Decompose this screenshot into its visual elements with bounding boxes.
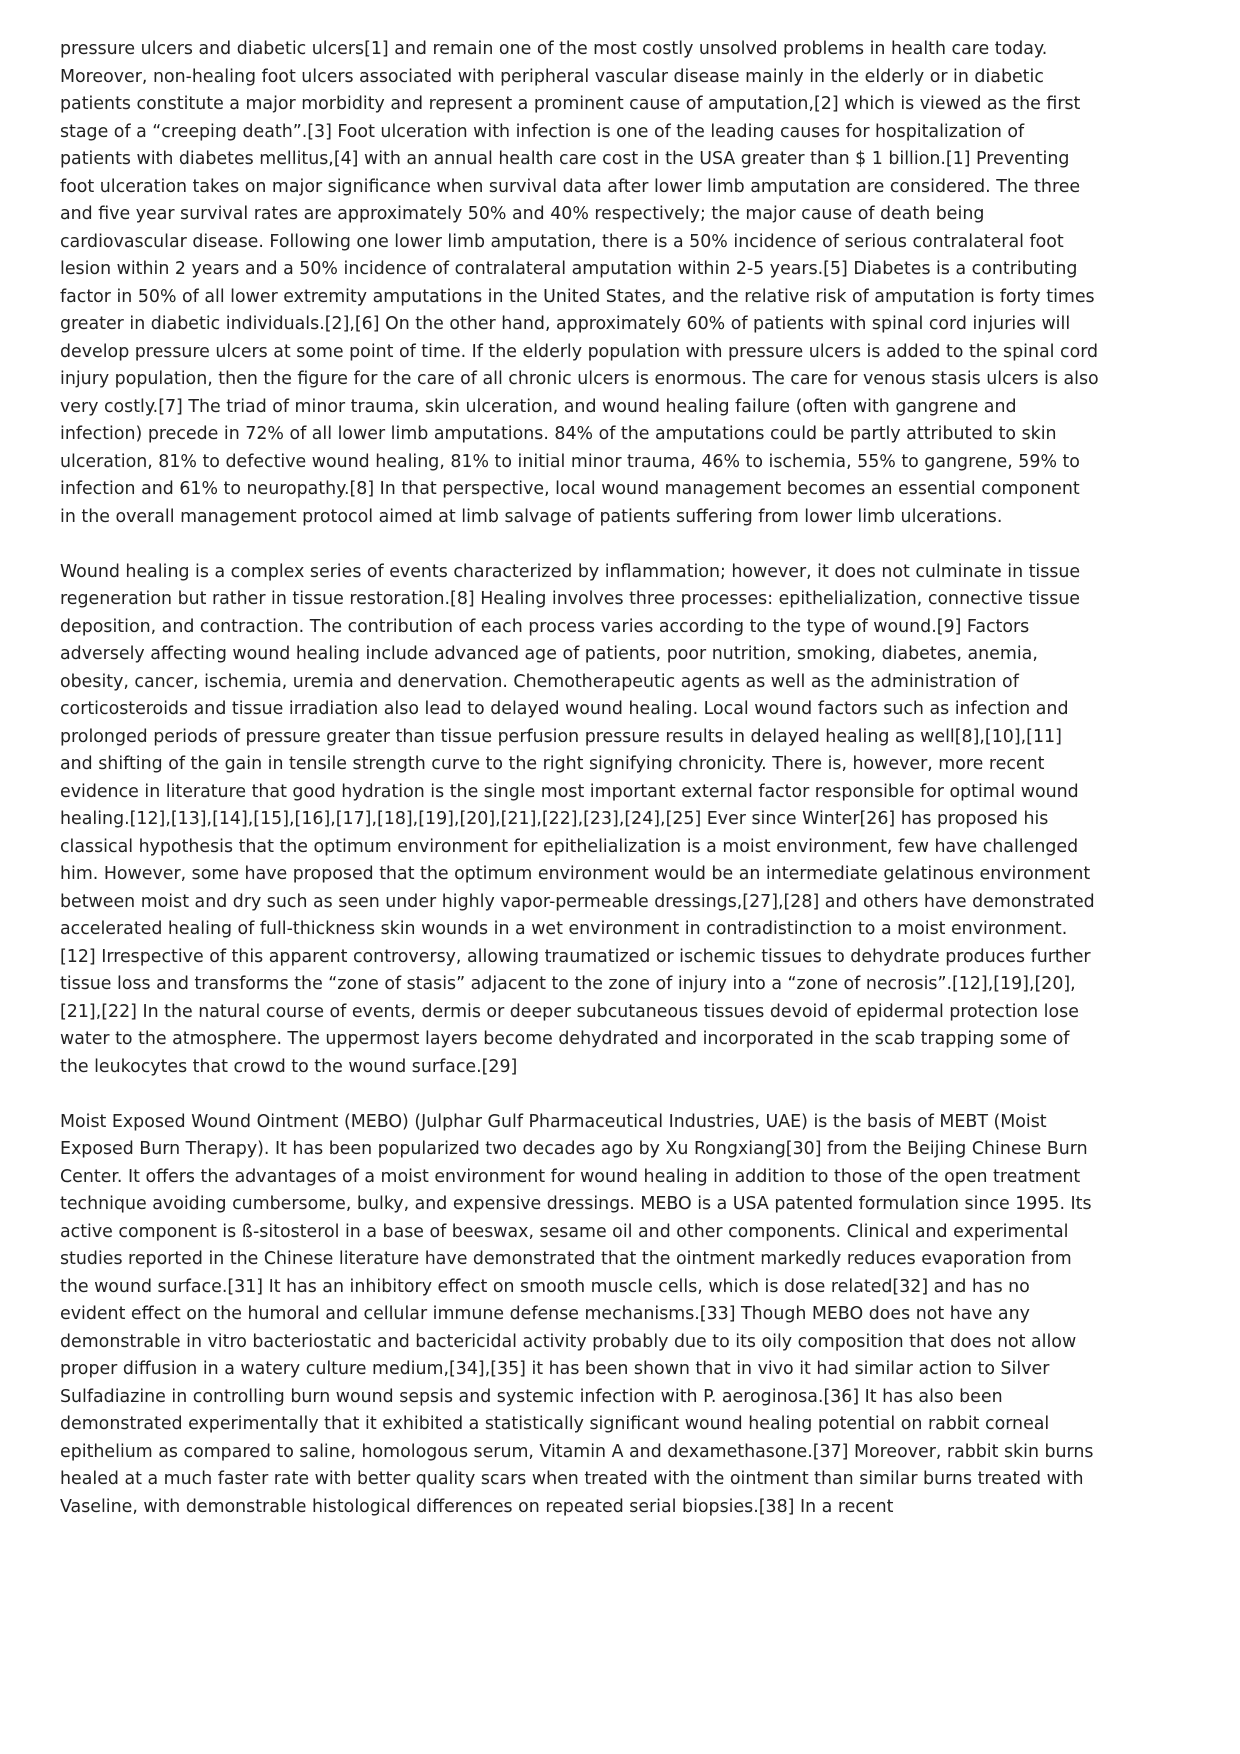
- paragraph-mebo: Moist Exposed Wound Ointment (MEBO) (Julphar Gulf Pharmaceutical Industries, UAE) is the basis of MEBT (Moist Exposed Burn Therapy). It has been popularized two decades ago by Xu Rongxiang[30] from the Beijing Chinese Burn Center. It offers the advantages of a moist environment for wound healing in addition to those of the open treatment technique avoiding cumbersome, bulky, and expensive dressings. MEBO is a USA patented formulation since 1995. Its active component is ß-sitosterol in a base of beeswax, sesame oil and other components. Clinical and experimental studies reported in the Chinese literature have demonstrated that the ointment markedly reduces evaporation from the wound surface.[31] It has an inhibitory effect on smooth muscle cells, which is dose related[32] and has no evident effect on the humoral and cellular immune defense mechanisms.[33] Though MEBO does not have any demonstrable in vitro bacteriostatic and bactericidal activity probably due to its oily composition that does not allow proper diffusion in a watery culture medium,[34],[35] it has been shown that in vivo it had similar action to Silver Sulfadiazine in controlling burn wound sepsis and systemic infection with P. aeroginosa.[36] It has also been demonstrated experimentally that it exhibited a statistically significant wound healing potential on rabbit corneal epithelium as compared to saline, homologous serum, Vitamin A and dexamethasone.[37] Moreover, rabbit skin burns healed at a much faster rate with better quality scars when treated with the ointment than similar burns treated with Vaseline, with demonstrable histological differences on repeated serial biopsies.[38] In a recent: [60, 1111, 1094, 1517]
- paragraph-ulcer-costs: pressure ulcers and diabetic ulcers[1] and remain one of the most costly unsolved problems in health care today. Moreover, non-healing foot ulcers associated with peripheral vascular disease mainly in the elderly or in diabetic patients constitute a major morbidity and represent a prominent cause of amputation,[2] which is viewed as the first stage of a “creeping death”.[3] Foot ulceration with infection is one of the leading causes for hospitalization of patients with diabetes mellitus,[4] with an annual health care cost in the USA greater than $ 1 billion.[1] Preventing foot ulceration takes on major significance when survival data after lower limb amputation are considered. The three and five year survival rates are approximately 50% and 40% respectively; the major cause of death being cardiovascular disease. Following one lower limb amputation, there is a 50% incidence of serious contralateral foot lesion within 2 years and a 50% incidence of contralateral amputation within 2-5 years.[5] Diabetes is a contributing factor in 50% of all lower extremity amputations in the United States, and the relative risk of amputation is forty times greater in diabetic individuals.[2],[6] On the other hand, approximately 60% of patients with spinal cord injuries will develop pressure ulcers at some point of time. If the elderly population with pressure ulcers is added to the spinal cord injury population, then the figure for the care of all chronic ulcers is enormous. The care for venous stasis ulcers is also very costly.[7] The triad of minor trauma, skin ulceration, and wound healing failure (often with gangrene and infection) precede in 72% of all lower limb amputations. 84% of the amputations could be partly attributed to skin ulceration, 81% to defective wound healing, 81% to initial minor trauma, 46% to ischemia, 55% to gangrene, 59% to infection and 61% to neuropathy.[8] In that perspective, local wound management becomes an essential component in the overall management protocol aimed at limb salvage of patients suffering from lower limb ulcerations.: [60, 39, 1099, 527]
- document-page: [60, 36, 1100, 1549]
- paragraph-wound-healing: Wound healing is a complex series of events characterized by inflammation; however, it does not culminate in tissue regeneration but rather in tissue restoration.[8] Healing involves three processes: epithelialization, connective tissue deposition, and contraction. The contribution of each process varies according to the type of wound.[9] Factors adversely affecting wound healing include advanced age of patients, poor nutrition, smoking, diabetes, anemia, obesity, cancer, ischemia, uremia and denervation. Chemotherapeutic agents as well as the administration of corticosteroids and tissue irradiation also lead to delayed wound healing. Local wound factors such as infection and prolonged periods of pressure greater than tissue perfusion pressure results in delayed healing as well[8],[10],[11] and shifting of the gain in tensile strength curve to the right signifying chronicity. There is, however, more recent evidence in literature that good hydration is the single most important external factor responsible for optimal wound healing.[12],[13],[14],[15],[16],[17],[18],[19],[20],[21],[22],[23],[24],[25] Ever since Winter[26] has proposed his classical hypothesis that the optimum environment for epithelialization is a moist environment, few have challenged him. However, some have proposed that the optimum environment would be an intermediate gelatinous environment between moist and dry such as seen under highly vapor-permeable dressings,[27],[28] and others have demonstrated accelerated healing of full-thickness skin wounds in a wet environment in contradistinction to a moist environment.[12] Irrespective of this apparent controversy, allowing traumatized or ischemic tissues to dehydrate produces further tissue loss and transforms the “zone of stasis” adjacent to the zone of injury into a “zone of necrosis”.[12],[19],[20],[21],[22] In the natural course of events, dermis or deeper subcutaneous tissues devoid of epidermal protection lose water to the atmosphere. The uppermost layers become dehydrated and incorporated in the scab trapping some of the leukocytes that crowd to the wound surface.[29]: [60, 561, 1095, 1077]
